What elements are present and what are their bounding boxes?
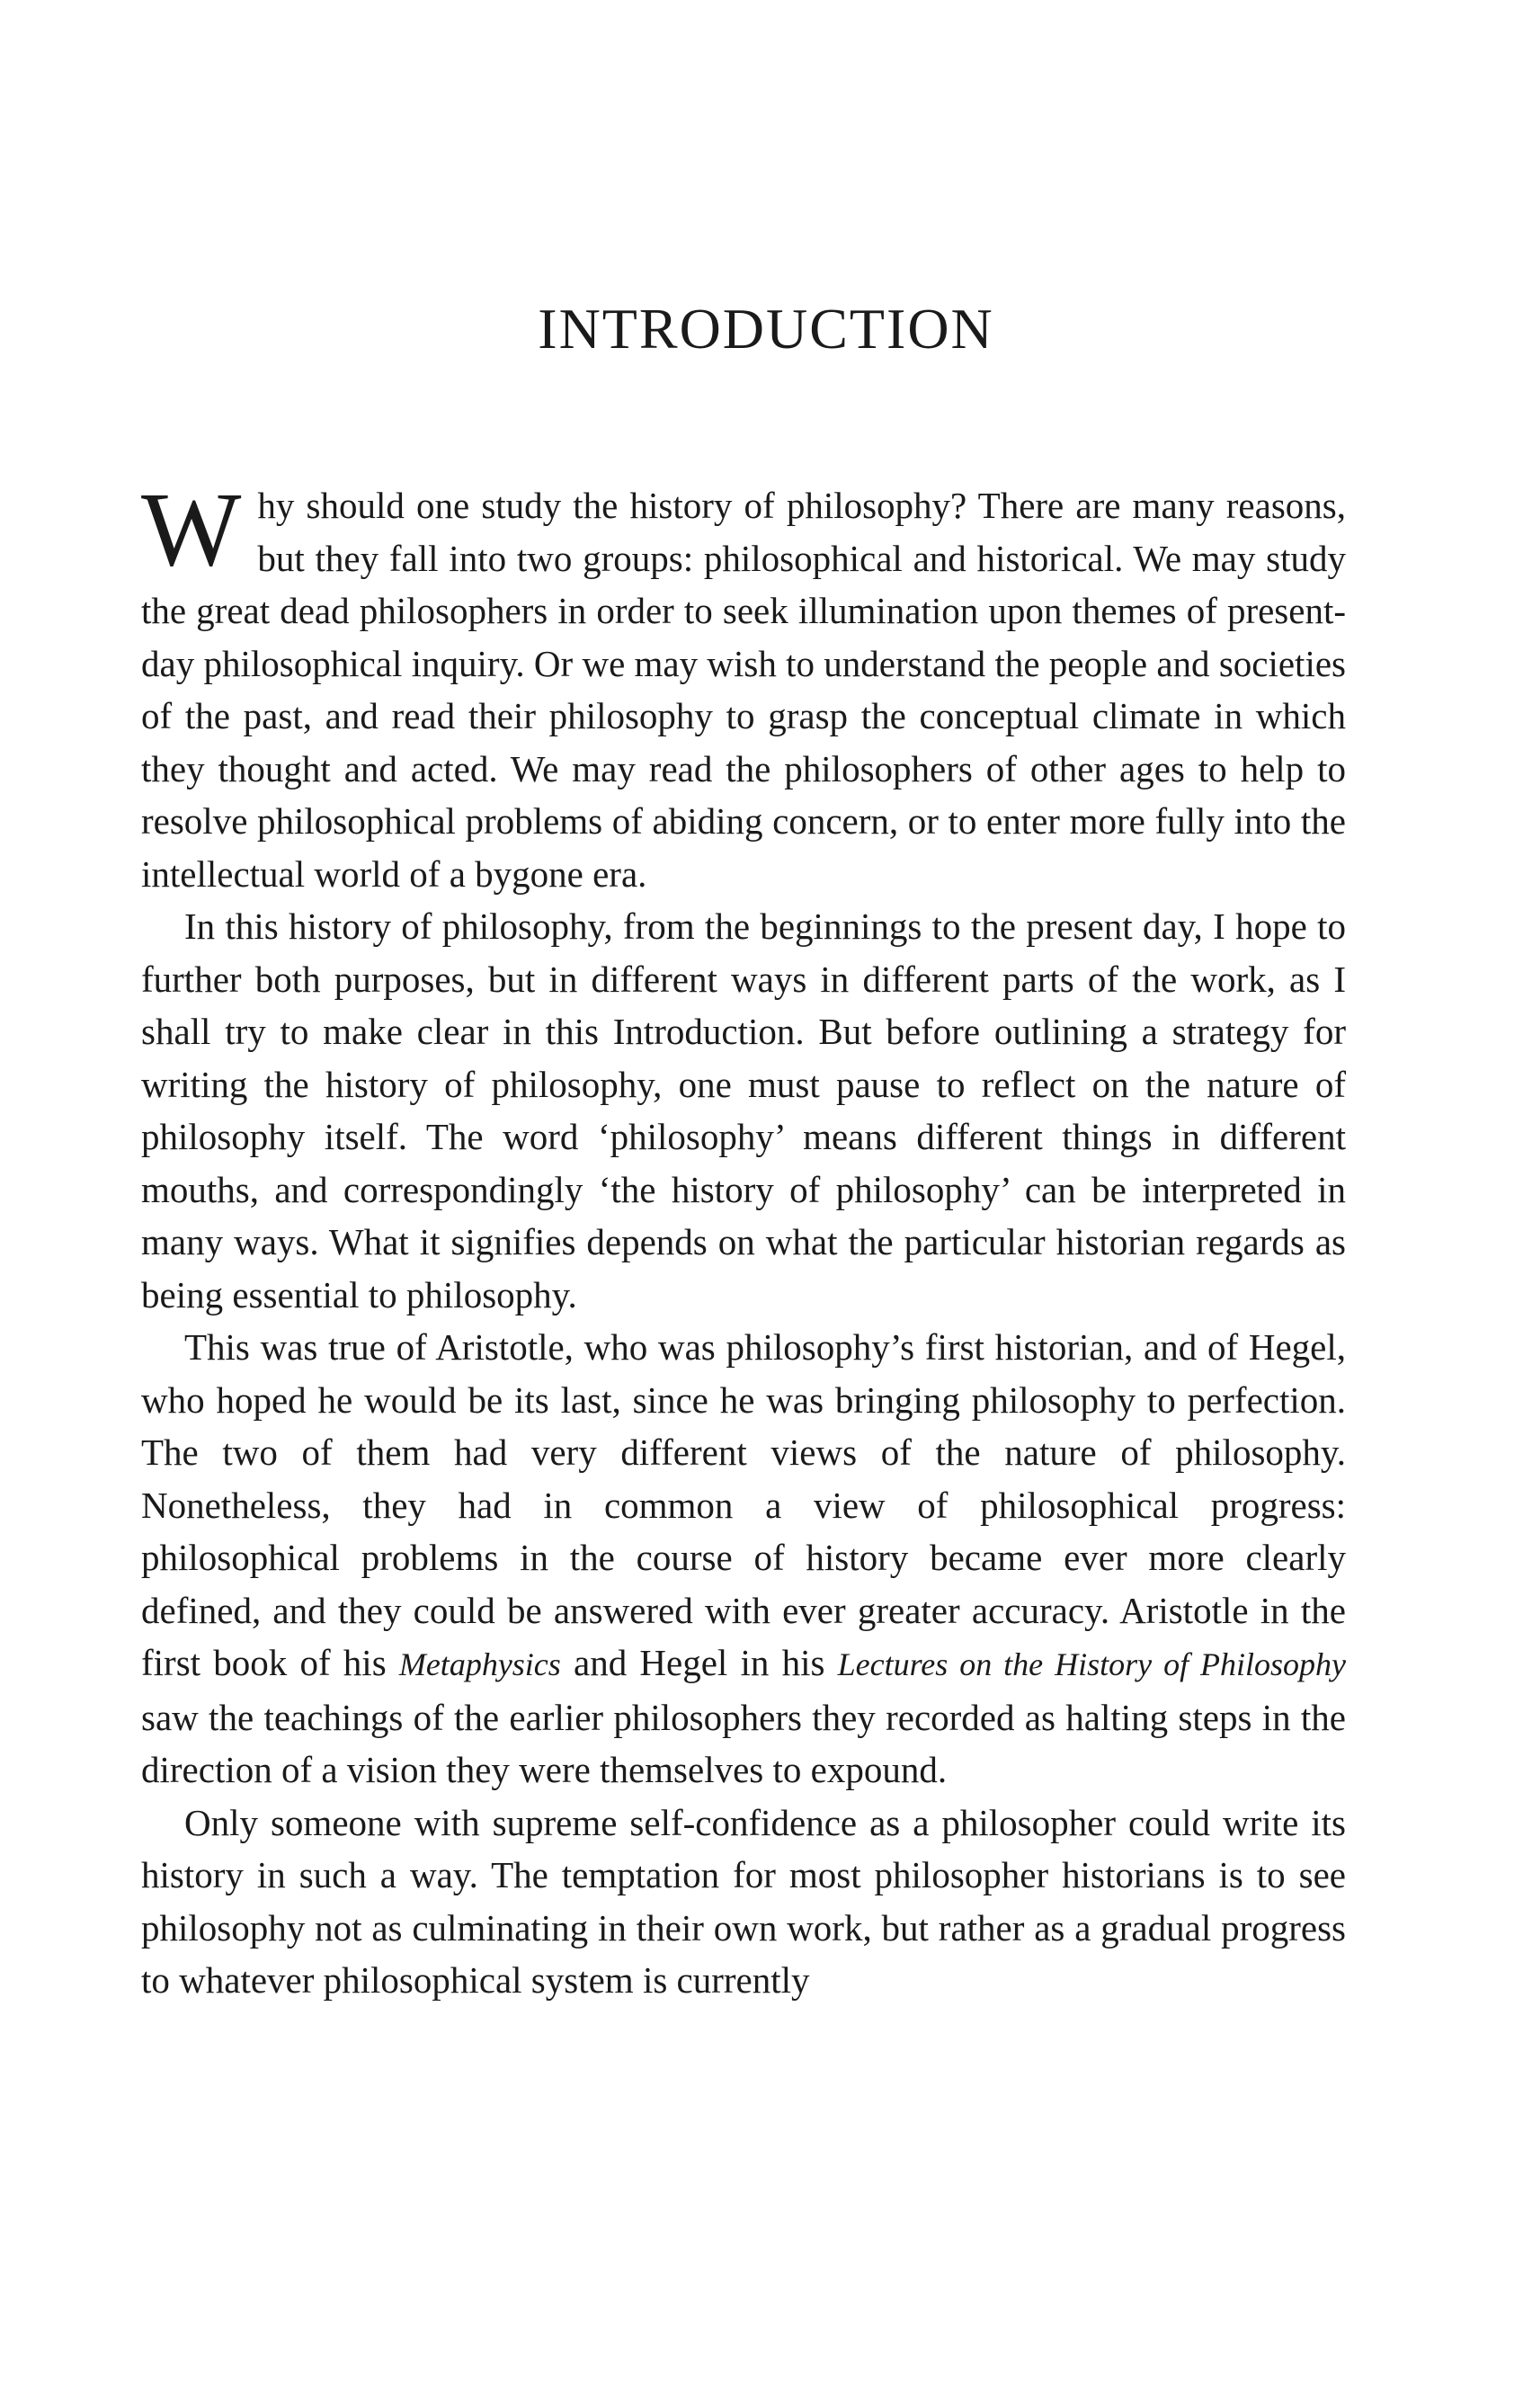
paragraph-3-text-c: saw the teachings of the earlier philosophers they recorded as halting steps in the direction of a vision they were themselves to expound. — [141, 1696, 1346, 1790]
drop-cap: W — [141, 470, 242, 588]
paragraph-4 — [141, 1797, 1346, 2007]
chapter-title: INTRODUCTION — [538, 297, 994, 361]
paragraph-3-text-b: and Hegel in his — [560, 1642, 838, 1683]
book-title-metaphysics: Metaphysics — [398, 1646, 561, 1682]
body-text — [141, 470, 1346, 2007]
paragraph-2-text: In this history of philosophy, from the beginnings to the present day, I hope to further both purposes, but in different ways in different parts of the work, as I shall try to make clear in this Introduction. But before outlining a strategy for writing the history of philosophy, one must pause to reflect on the nature of philosophy itself. The word ‘philosophy’ means different things in different mouths, and correspondingly ‘the history of philosophy’ can be interpreted in many ways. What it signifies depends on what the particular historian regards as being essential to philosophy. — [141, 905, 1346, 1315]
paragraph-3 — [141, 1321, 1346, 1797]
paragraph-4-text: Only someone with supreme self-confidence as a philosopher could write its history in such a way. The temptation for most philosopher historians is to see philosophy not as culminating in their own work, but rather as a gradual progress to whatever philosophical system is currently — [141, 1801, 1346, 2001]
paragraph-3-text-a: This was true of Aristotle, who was philosophy’s first historian, and of Hegel, who hoped he would be its last, since he was bringing philosophy to perfection. The two of them had very different views of the nature of philosophy. Nonetheless, they had in common a view of philosophical progress: philosophical problems in the course of history became ever more clearly defined, and they could be answered with ever greater accuracy. Aristotle in the first book of his — [141, 1326, 1346, 1683]
paragraph-1 — [141, 470, 1346, 900]
paragraph-1-text: hy should one study the history of philosophy? There are many reasons, but they fall into two groups: philosophical and historical. We may study the great dead philosophers in order to seek illumination upon themes of present-day philosophical inquiry. Or we may wish to understand the people and societies of the past, and read their philosophy to grasp the conceptual climate in which they thought and acted. We may read the philosophers of other ages to help to resolve philosophical problems of abiding concern, or to enter more fully into the intellectual world of a bygone era. — [141, 485, 1346, 895]
book-title-lectures: Lectures on the History of Philosophy — [837, 1646, 1346, 1682]
paragraph-2 — [141, 900, 1346, 1321]
